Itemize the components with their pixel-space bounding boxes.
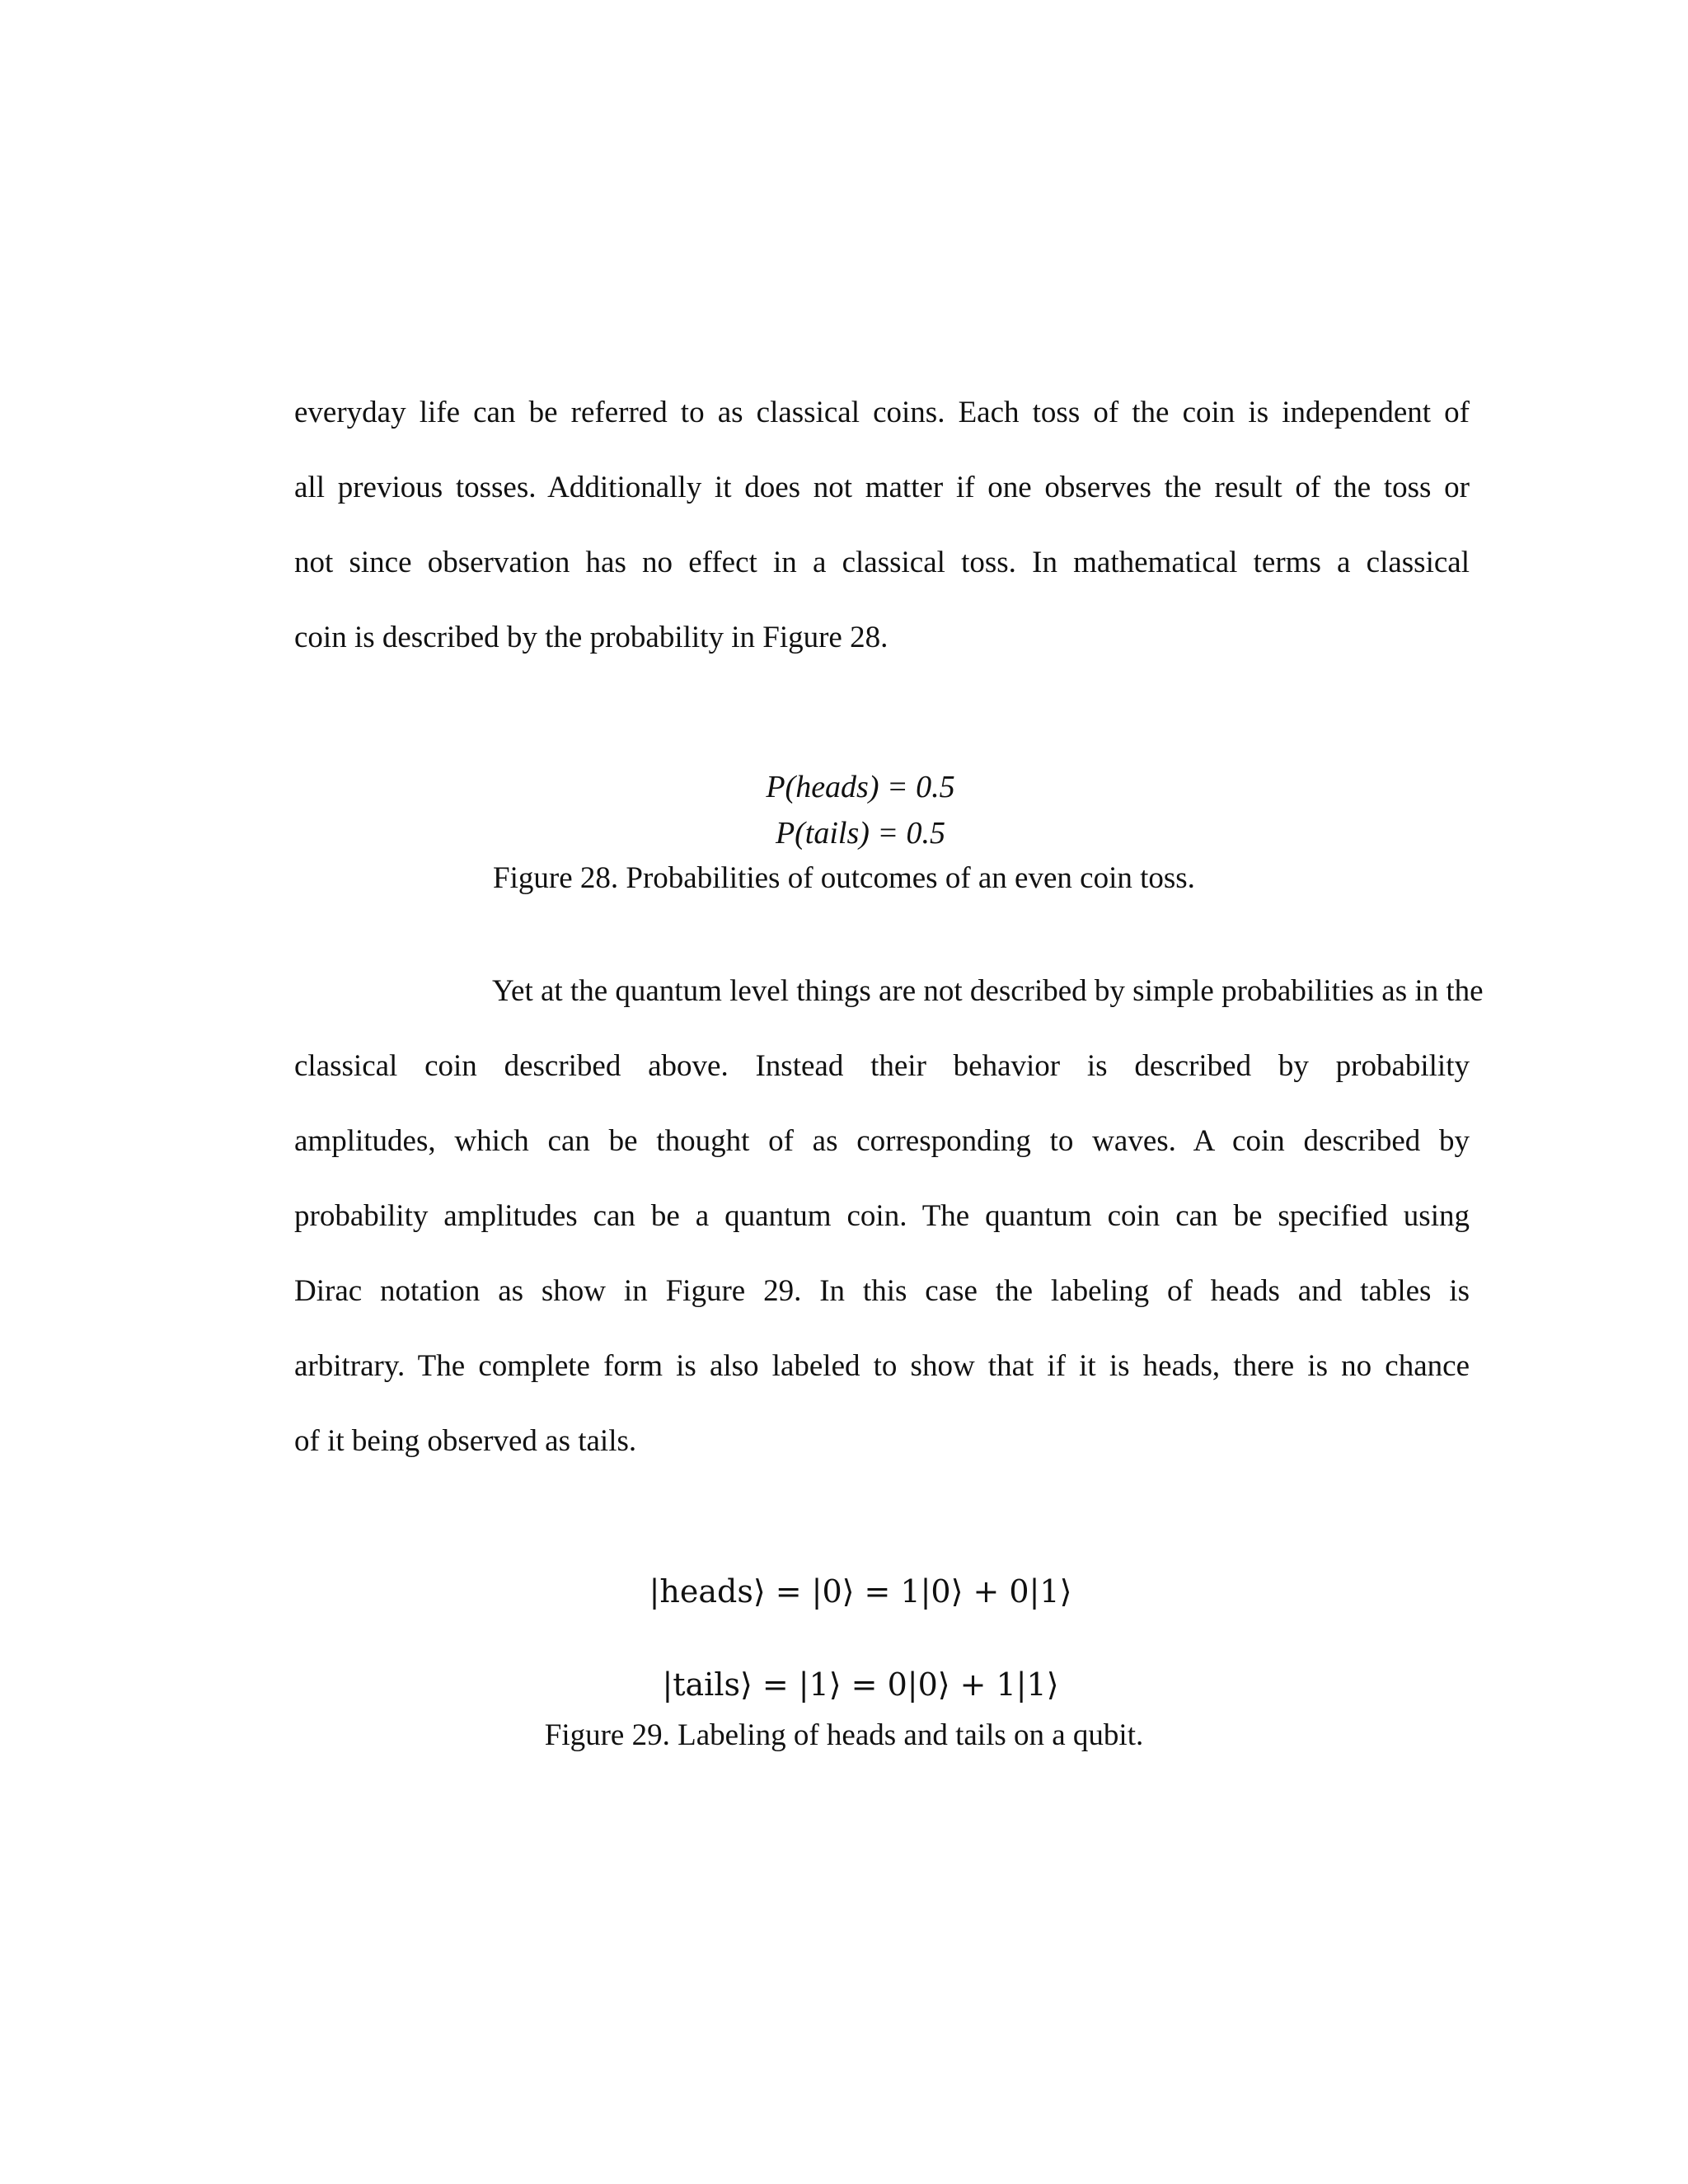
- paragraph-line: Dirac notation as show in Figure 29. In this case the labeling of heads and tables is: [294, 1274, 1470, 1308]
- paragraph-line: arbitrary. The complete form is also labeled to show that if it is heads, there is no chance: [294, 1349, 1470, 1383]
- equation-text: P(heads) = 0.5: [766, 770, 955, 804]
- paragraph-line: amplitudes, which can be thought of as corresponding to waves. A coin described by: [294, 1124, 1470, 1158]
- paragraph-line: not since observation has no effect in a classical toss. In mathematical terms a classical: [294, 546, 1470, 579]
- paragraph-classical-coin: [294, 375, 1470, 675]
- paragraph-line: everyday life can be referred to as classical coins. Each toss of the coin is independent of: [294, 396, 1470, 429]
- paragraph-quantum-coin: [294, 954, 1484, 1479]
- figure-28-equation-tails: [0, 818, 1688, 849]
- equation-text: |heads⟩ = |0⟩ = 1|0⟩ + 0|1⟩: [649, 1573, 1072, 1610]
- equation-text: P(tails) = 0.5: [775, 816, 946, 851]
- figure-28-equation-heads: [0, 771, 1688, 803]
- figure-29-equation-tails: [0, 1666, 1688, 1703]
- paragraph-line: of it being observed as tails.: [294, 1424, 637, 1458]
- figure-29-caption: Figure 29. Labeling of heads and tails on a qubit.: [544, 1718, 1144, 1752]
- paragraph-line: coin is described by the probability in Figure 28.: [294, 621, 889, 654]
- paragraph-line: probability amplitudes can be a quantum coin. The quantum coin can be specified using: [294, 1199, 1470, 1233]
- figure-29-equation-heads: [0, 1573, 1688, 1610]
- paragraph-line: all previous tosses. Additionally it does not matter if one observes the result of the toss or: [294, 471, 1470, 504]
- paragraph-line: Yet at the quantum level things are not described by simple probabilities as in the: [492, 974, 1484, 1008]
- paragraph-line: classical coin described above. Instead their behavior is described by probability: [294, 1049, 1470, 1083]
- equation-text: |tails⟩ = |1⟩ = 0|0⟩ + 1|1⟩: [662, 1666, 1059, 1703]
- figure-28-caption: Figure 28. Probabilities of outcomes of an even coin toss.: [493, 861, 1195, 895]
